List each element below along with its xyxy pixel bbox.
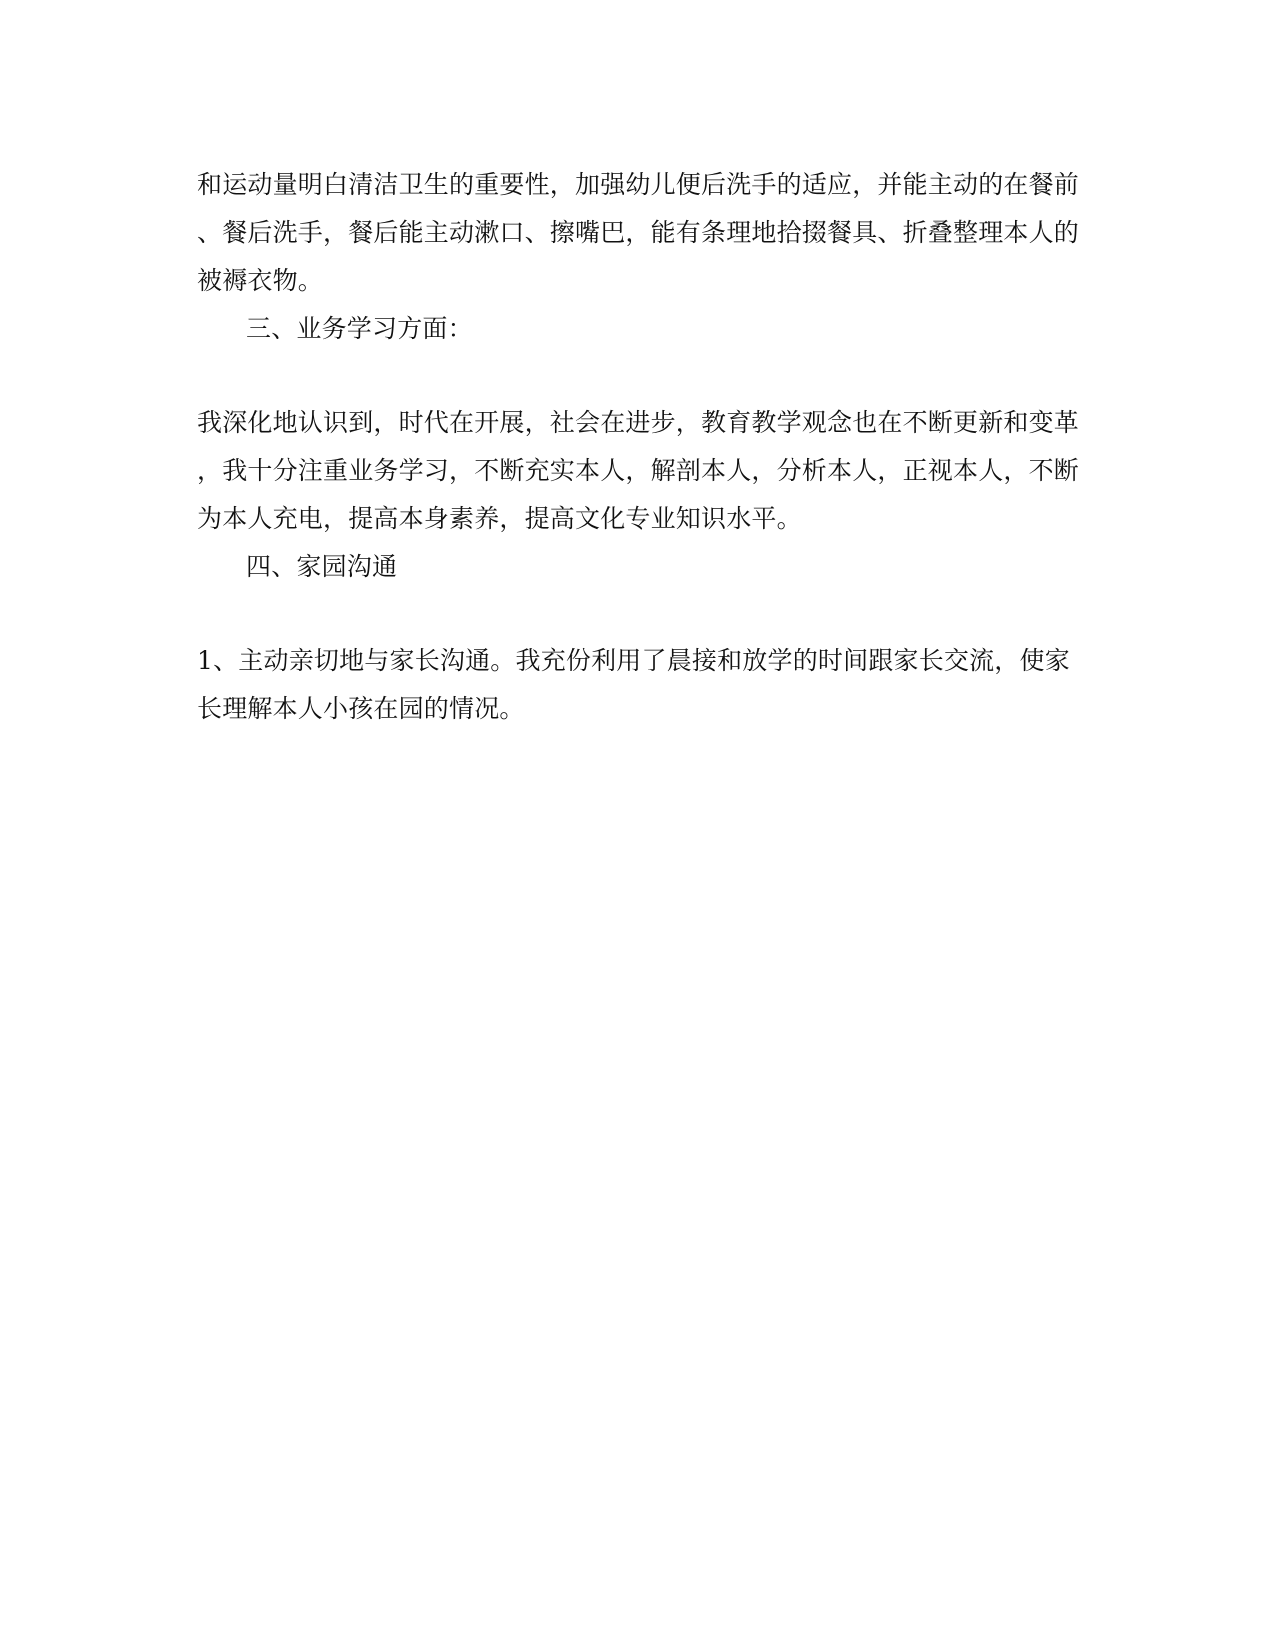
paragraph-hygiene-line-1: 和运动量明白清洁卫生的重要性，加强幼儿便后洗手的适应，并能主动的在餐前 bbox=[197, 170, 1080, 199]
section-heading-communication: 四、家园沟通 bbox=[246, 552, 398, 581]
paragraph-communication-line-1: 1、主动亲切地与家长沟通。我充份利用了晨接和放学的时间跟家长交流，使家 bbox=[197, 646, 1070, 675]
paragraph-hygiene-line-2: 、餐后洗手，餐后能主动漱口、擦嘴巴，能有条理地拾掇餐具、折叠整理本人的 bbox=[197, 218, 1080, 247]
paragraph-communication-line-2: 长理解本人小孩在园的情况。 bbox=[197, 694, 525, 723]
paragraph-study-line-3: 为本人充电，提高本身素养，提高文化专业知识水平。 bbox=[197, 504, 802, 533]
paragraph-hygiene-line-3: 被褥衣物。 bbox=[197, 266, 324, 295]
paragraph-study-line-1: 我深化地认识到，时代在开展，社会在进步，教育教学观念也在不断更新和变革 bbox=[197, 408, 1080, 437]
paragraph-study-line-2: ，我十分注重业务学习，不断充实本人，解剖本人，分析本人，正视本人，不断 bbox=[197, 456, 1080, 485]
section-heading-study: 三、业务学习方面： bbox=[246, 314, 473, 343]
